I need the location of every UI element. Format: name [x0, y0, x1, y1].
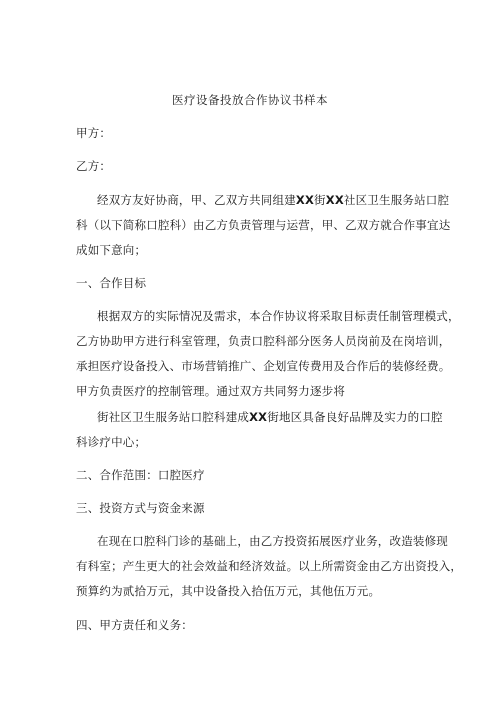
section-1-text: 街社区卫生服务站口腔科建成	[97, 410, 250, 424]
document-title: 医疗设备投放合作协议书样本	[172, 93, 328, 107]
intro-text: 街	[314, 193, 326, 207]
party-b-label: 乙方：	[76, 159, 112, 173]
section-1-cont-line-1	[97, 409, 443, 425]
section-1-line: 承担医疗设备投入、市场营销推广、企划宣传费用及合作后的装修经费。	[76, 359, 451, 373]
section-1-line: 根据双方的实际情况及需求，本合作协议将采取目标责任制管理模式，	[97, 309, 460, 323]
party-a-label: 甲方：	[76, 126, 112, 140]
intro-text: 经双方友好协商，甲、乙双方共同组建	[97, 193, 296, 207]
placeholder-xx: XX	[295, 193, 315, 207]
section-2-heading: 二、合作范围：口腔医疗	[76, 468, 205, 482]
section-1-line: 乙方协助甲方进行科室管理，负责口腔科部分医务人员岗前及在岗培训，	[76, 334, 451, 348]
placeholder-xx: XX	[249, 410, 268, 424]
section-3-heading: 三、投资方式与资金来源	[76, 501, 205, 515]
section-4-heading: 四、甲方责任和义务：	[76, 618, 193, 632]
intro-line-3: 成如下意向；	[76, 243, 147, 257]
intro-line-2: 科（以下简称口腔科）由乙方负责管理与运营，甲、乙双方就合作事宜达	[76, 218, 451, 232]
intro-line-1	[97, 192, 449, 208]
section-3-line: 在现在口腔科门诊的基础上，由乙方投资拓展医疗业务，改造装修现	[97, 534, 448, 548]
section-1-line: 甲方负责医疗的控制管理。通过双方共同努力逐步将	[76, 384, 346, 398]
section-1-heading: 一、合作目标	[76, 276, 147, 290]
placeholder-xx: XX	[325, 193, 344, 207]
section-3-line: 预算约为贰拾万元，其中设备投入拾伍万元，其他伍万元。	[76, 584, 381, 598]
section-1-text: 街地区具备良好品牌及实力的口腔	[267, 410, 443, 424]
section-3-line: 有科室；产生更大的社会效益和经济效益。以上所需资金由乙方出资投入，	[76, 559, 463, 573]
intro-text: 社区卫生服务站口腔	[343, 193, 450, 207]
section-1-cont-line-2: 科诊疗中心；	[76, 435, 147, 449]
